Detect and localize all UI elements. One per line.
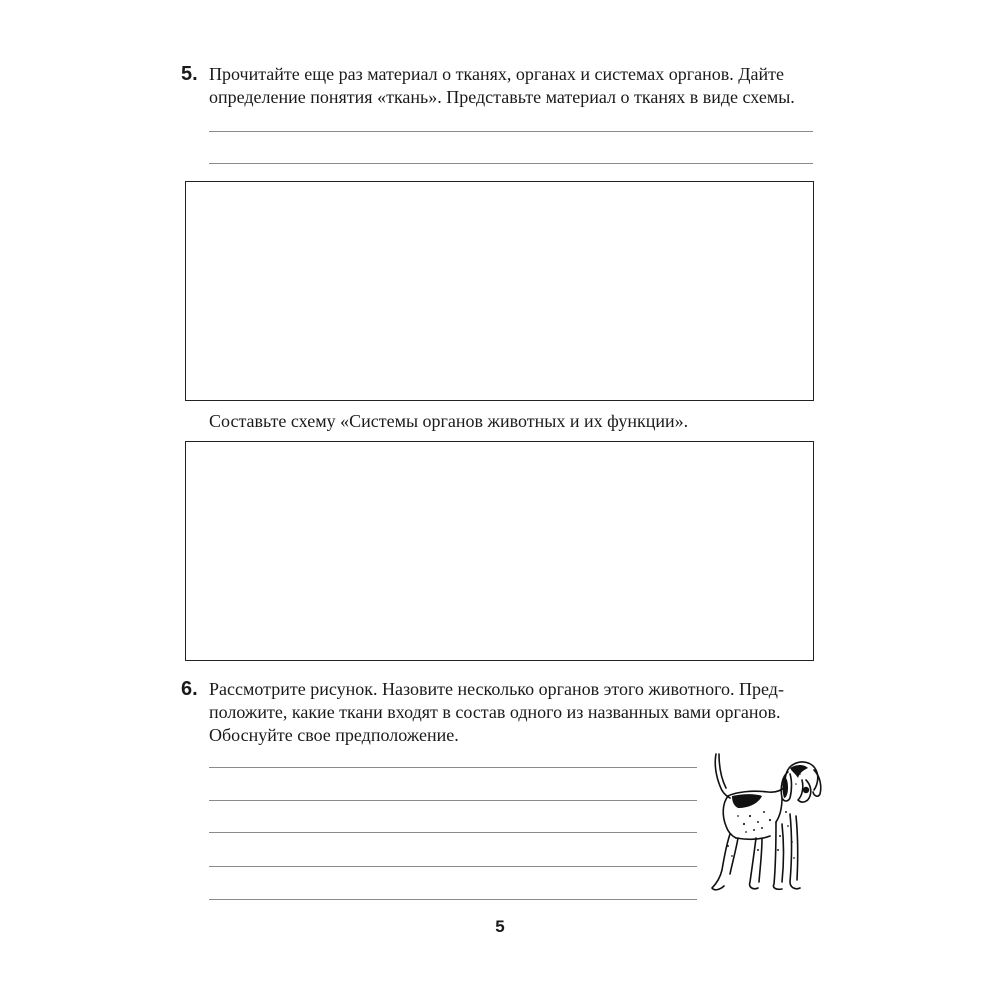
page-number: 5 — [495, 917, 505, 936]
task-5-subtask: Составьте схему «Системы органов животных и их функции». — [209, 411, 689, 431]
task-6-question-line: Обоснуйте свое предположение. — [209, 725, 459, 745]
dog-leg — [773, 822, 782, 889]
answer-line[interactable] — [209, 899, 697, 900]
task-6-question — [209, 678, 813, 747]
answer-line[interactable] — [209, 767, 697, 768]
task-5-question-line: определение понятия «ткань». Представьте материал о тканях в виде схемы. — [209, 87, 795, 107]
task-6-question-line: Рассмотрите рисунок. Назовите несколько органов этого животного. Пред- — [209, 679, 784, 699]
tissues-scheme-box[interactable] — [185, 181, 814, 401]
dog-tail — [715, 754, 730, 798]
answer-line[interactable] — [209, 163, 813, 164]
organ-systems-scheme-box[interactable] — [185, 441, 814, 661]
task-6-question-line: положите, какие ткани входят в состав одного из названных вами органов. — [209, 702, 781, 722]
dog-illustration — [702, 750, 822, 898]
answer-line[interactable] — [209, 866, 697, 867]
dog-body — [728, 786, 786, 796]
task-5-number: 5. — [181, 63, 198, 85]
answer-line[interactable] — [209, 832, 697, 833]
task-5-question-line: Прочитайте еще раз материал о тканях, органах и системах органов. Дайте — [209, 64, 784, 84]
answer-line[interactable] — [209, 131, 813, 132]
answer-line[interactable] — [209, 800, 697, 801]
task-5-question — [209, 63, 813, 109]
task-6-number: 6. — [181, 678, 198, 700]
